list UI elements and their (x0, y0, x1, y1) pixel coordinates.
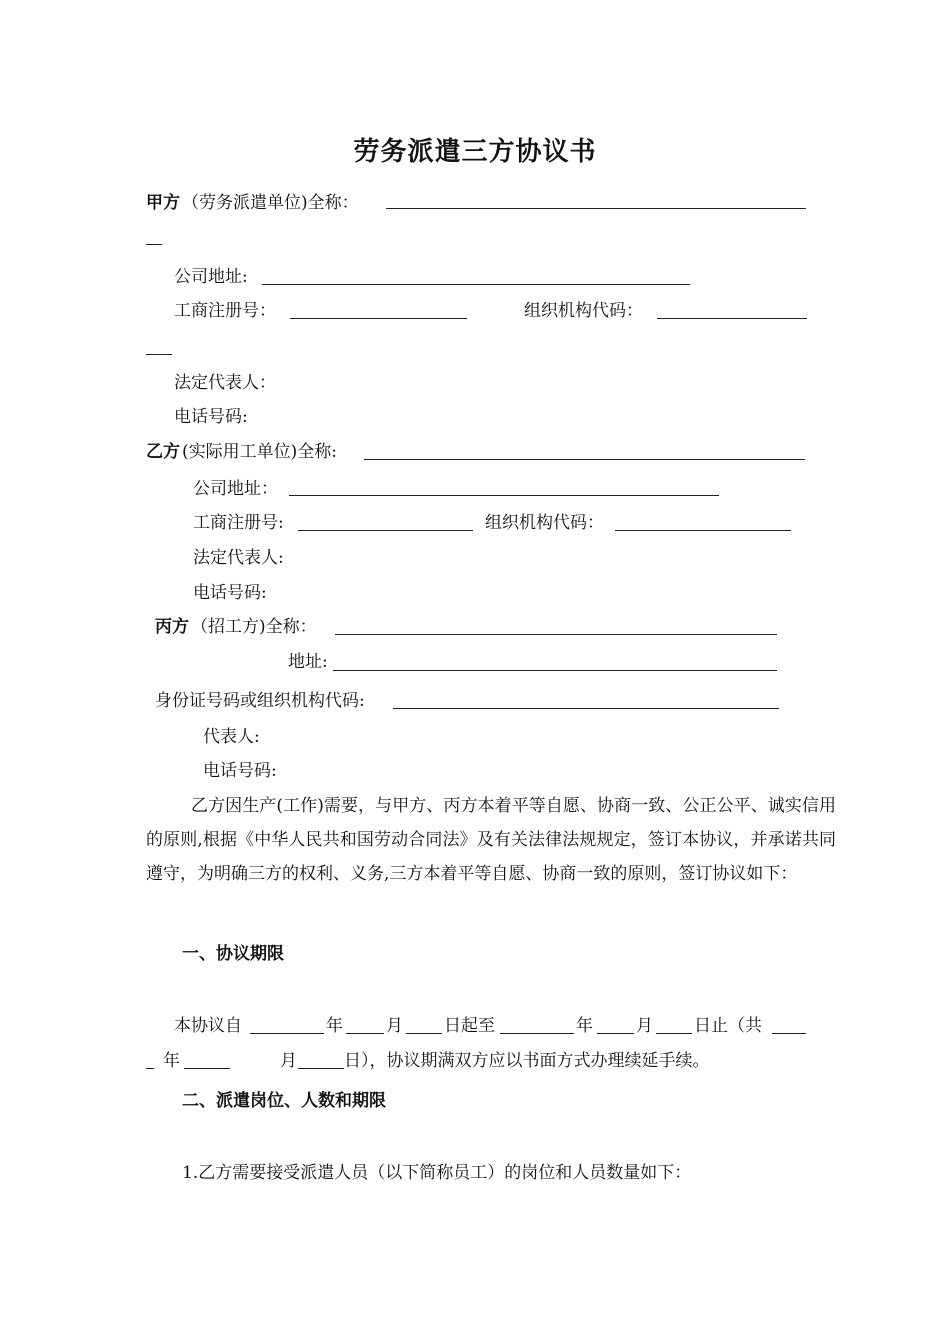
party-a-address-field[interactable] (262, 284, 690, 285)
term-total-months-label: 月 (280, 1051, 297, 1071)
party-a-name-field-wrap[interactable] (146, 244, 162, 245)
term-end-label: 日起至 (444, 1016, 495, 1036)
party-a-org-code-field[interactable] (657, 318, 807, 319)
term-start-month-label: 月 (386, 1016, 403, 1036)
party-a-name-field[interactable] (386, 208, 806, 209)
term-end-year-field[interactable] (500, 1033, 574, 1034)
party-b-name-label: (实际用工单位)全称: (182, 442, 337, 462)
party-a-heading: 甲方 (146, 193, 180, 213)
term-total-years-field[interactable] (772, 1033, 806, 1034)
party-b-registration-field[interactable] (298, 530, 473, 531)
term-start-label: 本协议自 (174, 1016, 242, 1036)
section-2-heading: 二、派遣岗位、人数和期限 (182, 1091, 386, 1111)
party-a-registration-field[interactable] (290, 318, 467, 319)
party-b-address-label: 公司地址： (193, 479, 278, 499)
term-start-year-field[interactable] (250, 1033, 324, 1034)
party-b-heading: 乙方 (146, 442, 180, 462)
party-c-name-label: （招工方)全称： (191, 617, 317, 637)
party-c-name-field[interactable] (335, 634, 777, 635)
party-c-rep-label: 代表人: (203, 727, 260, 747)
section-2-item-1: 1.乙方需要接受派遣人员（以下简称员工）的岗位和人员数量如下： (182, 1163, 692, 1183)
party-b-name-field[interactable] (364, 459, 805, 460)
section-1-heading: 一、协议期限 (182, 944, 284, 964)
party-b-org-code-label: 组织机构代码： (485, 513, 604, 533)
term-end-year-label: 年 (576, 1016, 593, 1036)
party-c-id-field[interactable] (393, 708, 779, 709)
party-a-registration-label: 工商注册号： (174, 301, 276, 321)
party-b-legal-rep-label: 法定代表人: (193, 548, 284, 568)
term-end-month-label: 月 (636, 1016, 653, 1036)
party-b-org-code-field[interactable] (615, 530, 791, 531)
party-a-name-label: （劳务派遣单位)全称： (182, 193, 359, 213)
term-end-day-field[interactable] (656, 1033, 692, 1034)
term-total-label: 日止（共 (694, 1016, 762, 1036)
term-total-years-label: 年 (163, 1051, 180, 1071)
term-total-days-field[interactable] (298, 1068, 344, 1069)
party-c-address-label: 地址: (288, 652, 328, 672)
term-end-month-field[interactable] (597, 1033, 634, 1034)
term-start-day-field[interactable] (406, 1033, 442, 1034)
party-c-address-field[interactable] (333, 670, 777, 671)
party-a-org-code-field-wrap[interactable] (146, 354, 172, 355)
party-b-address-field[interactable] (289, 495, 719, 496)
party-c-phone-label: 电话号码: (203, 761, 277, 781)
preamble-paragraph: 乙方因生产(工作)需要，与甲方、丙方本着平等自愿、协商一致、公正公平、诚实信用的原则,根据《中华人民共和国劳动合同法》及有关法律法规规定，签订本协议，并承诺共同遵守，为明确三方的权利、义务,三方本着平等自愿、协商一致的原则，签订协议如下： (146, 796, 836, 884)
party-b-registration-label: 工商注册号: (193, 513, 284, 533)
term-total-months-field[interactable] (184, 1068, 230, 1069)
party-c-id-label: 身份证号码或组织机构代码: (155, 691, 365, 711)
party-a-org-code-label: 组织机构代码： (524, 301, 643, 321)
party-c-heading: 丙方 (155, 617, 189, 637)
party-a-legal-rep-label: 法定代表人： (174, 373, 276, 393)
party-a-address-label: 公司地址: (174, 267, 248, 287)
term-start-month-field[interactable] (346, 1033, 384, 1034)
document-title: 劳务派遣三方协议书 (353, 137, 597, 167)
term-start-year-label: 年 (326, 1016, 343, 1036)
term-total-years-field-wrap[interactable] (146, 1068, 154, 1069)
term-renewal-text: 日），协议期满双方应以书面方式办理续延手续。 (344, 1051, 710, 1071)
party-b-phone-label: 电话号码: (193, 583, 267, 603)
party-a-phone-label: 电话号码: (174, 407, 248, 427)
